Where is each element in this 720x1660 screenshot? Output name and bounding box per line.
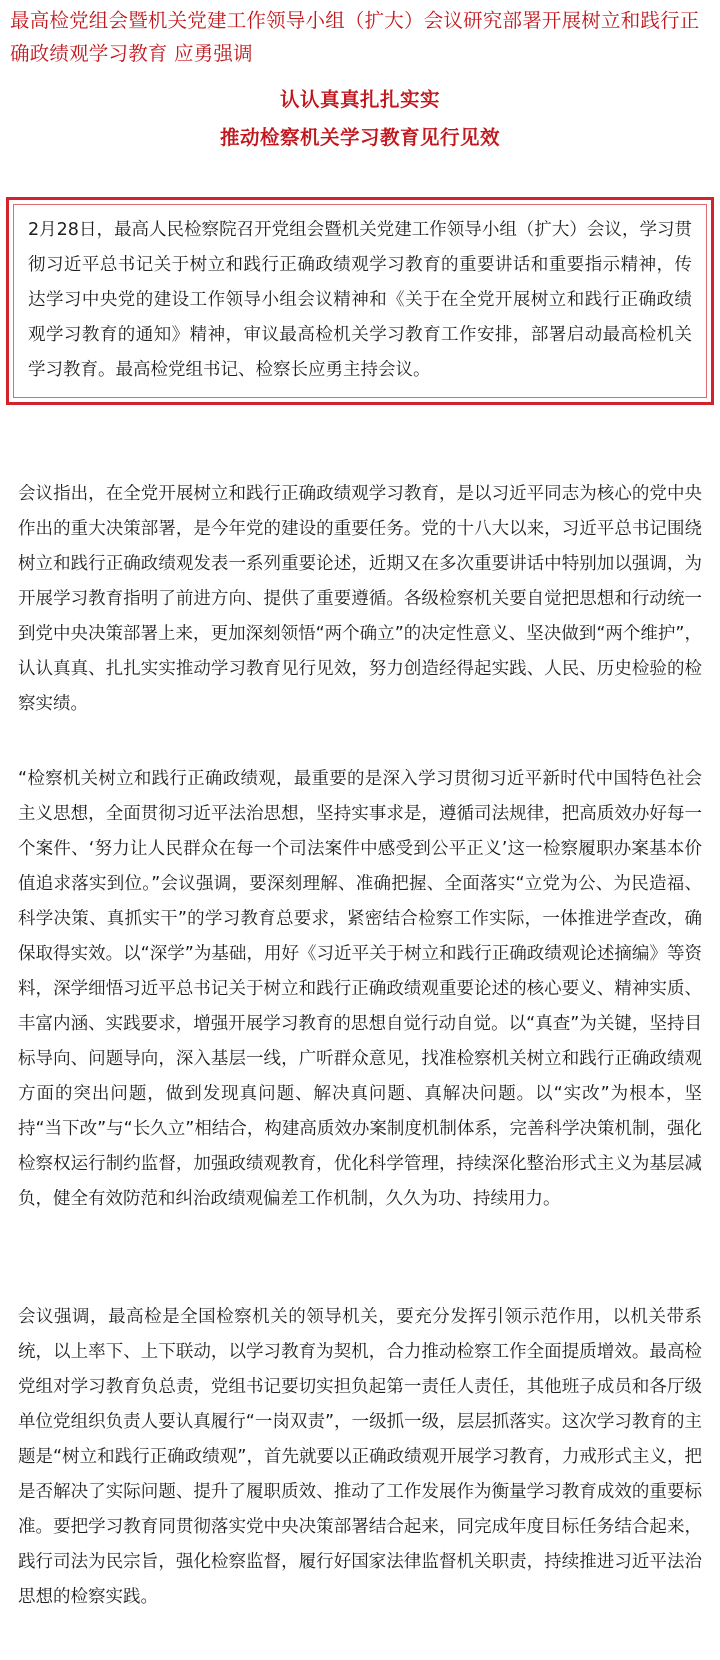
- article-subtitle-line-1: 认认真真扎扎实实: [279, 88, 440, 111]
- summary-box: [6, 197, 714, 405]
- summary-box-inner: [13, 204, 707, 398]
- body-paragraph-2: “检察机关树立和践行正确政绩观，最重要的是深入学习贯彻习近平新时代中国特色社会主义思想，全面贯彻习近平法治思想，坚持实事求是，遵循司法规律，把高质效办好每一个案件、‘努力让人民群众在每一个司法案件中感受到公平正义’这一检察履职办案基本价值追求落实到位。”会议强调，要深刻理解、准确把握、全面落实“立党为公、为民造福、科学决策、真抓实干”的学习教育总要求，紧密结合检察工作实际，一体推进学查改，确保取得实效。以“深学”为基础，用好《习近平关于树立和践行正确政绩观论述摘编》等资料，深学细悟习近平总书记关于树立和践行正确政绩观重要论述的核心要义、精神实质、丰富内涵、实践要求，增强开展学习教育的思想自觉行动自觉。以“真查”为关键，坚持目标导向、问题导向，深入基层一线，广听群众意见，找准检察机关树立和践行正确政绩观方面的突出问题，做到发现真问题、解决真问题、真解决问题。以“实改”为根本，坚持“当下改”与“长久立”相结合，构建高质效办案制度机制体系，完善科学决策机制，强化检察权运行制约监督，加强政绩观教育，优化科学管理，持续深化整治形式主义为基层减负，健全有效防范和纠治政绩观偏差工作机制，久久为功、持续用力。: [18, 769, 702, 1209]
- summary-paragraph: 2月28日，最高人民检察院召开党组会暨机关党建工作领导小组（扩大）会议，学习贯彻习近平总书记关于树立和践行正确政绩观学习教育的重要讲话和重要指示精神，传达学习中央党的建设工作领导小组会议精神和《关于在全党开展树立和践行正确政绩观学习教育的通知》精神，审议最高检机关学习教育工作安排，部署启动最高检机关学习教育。最高检党组书记、检察长应勇主持会议。: [28, 220, 692, 380]
- article-subtitle-line-2: 推动检察机关学习教育见行见效: [219, 126, 500, 149]
- body-paragraph-1: 会议指出，在全党开展树立和践行正确政绩观学习教育，是以习近平同志为核心的党中央作出的重大决策部署，是今年党的建设的重要任务。党的十八大以来，习近平总书记围绕树立和践行正确政绩观发表一系列重要论述，近期又在多次重要讲话中特别加以强调，为开展学习教育指明了前进方向、提供了重要遵循。各级检察机关要自觉把思想和行动统一到党中央决策部署上来，更加深刻领悟“两个确立”的决定性意义、坚决做到“两个维护”，认认真真、扎扎实实推动学习教育见行见效，努力创造经得起实践、人民、历史检验的检察实绩。: [18, 484, 702, 714]
- body-paragraph-3: 会议强调，最高检是全国检察机关的领导机关，要充分发挥引领示范作用，以机关带系统，以上率下、上下联动，以学习教育为契机，合力推动检察工作全面提质增效。最高检党组对学习教育负总责，党组书记要切实担负起第一责任人责任，其他班子成员和各厅级单位党组织负责人要认真履行“一岗双责”，一级抓一级，层层抓落实。这次学习教育的主题是“树立和践行正确政绩观”，首先就要以正确政绩观开展学习教育，力戒形式主义，把是否解决了实际问题、提升了履职质效、推动了工作发展作为衡量学习教育成效的重要标准。要把学习教育同贯彻落实党中央决策部署结合起来，同完成年度目标任务结合起来，践行司法为民宗旨，强化检察监督，履行好国家法律监督机关职责，持续推进习近平法治思想的检察实践。: [18, 1307, 702, 1607]
- article-headline: 最高检党组会暨机关党建工作领导小组（扩大）会议研究部署开展树立和践行正确政绩观学习教育 应勇强调: [10, 9, 700, 65]
